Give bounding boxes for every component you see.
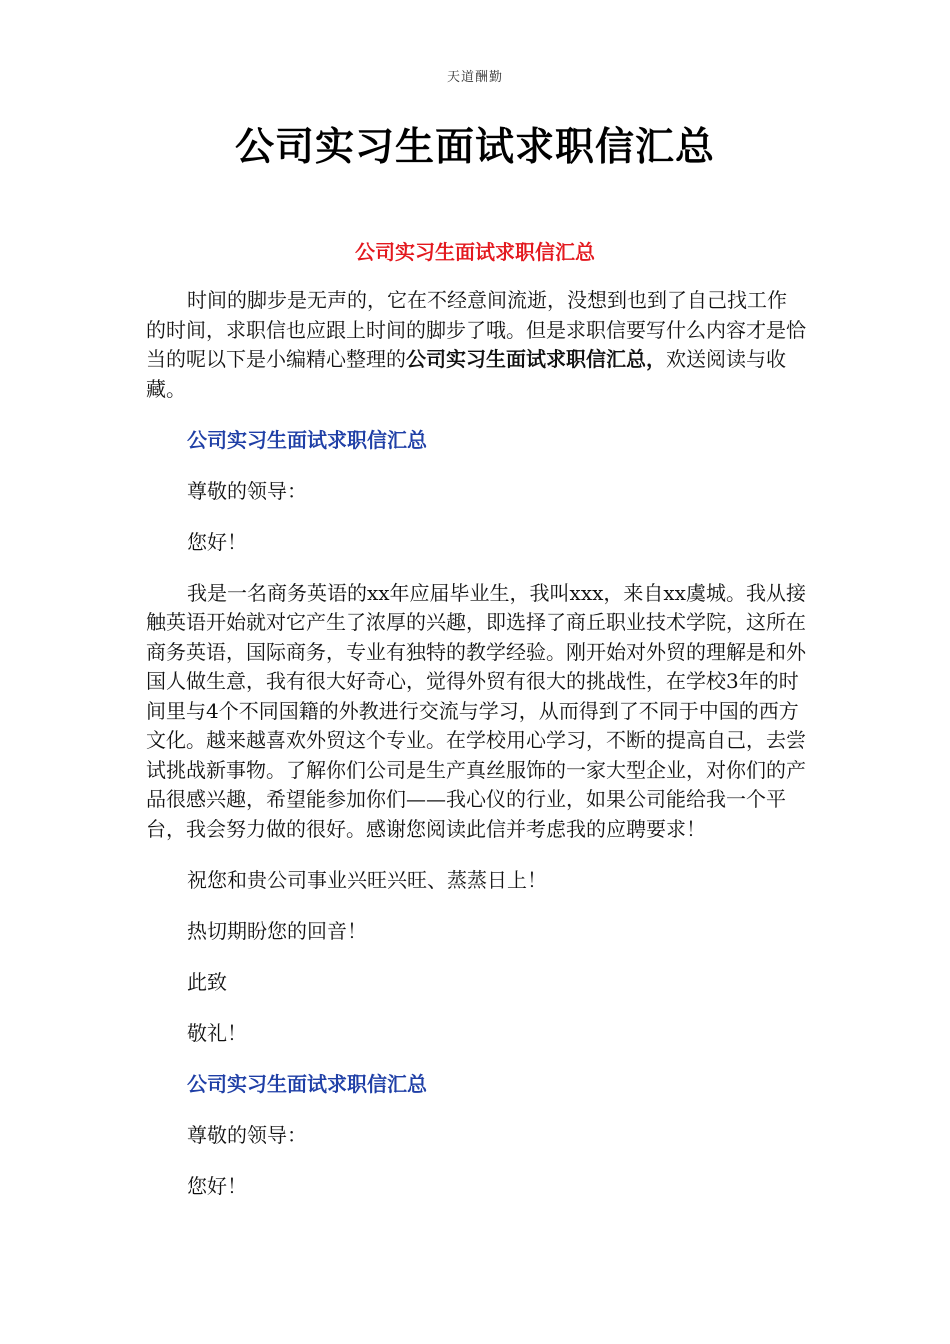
intro-text: 时间的脚步是无声的，它在不经意间流逝，没想到也到了自己找工作的时间，求职信也应跟上时间的脚步了哦。但是求职信要写什么内容才是恰当的呢以下是小编精心整理的 xyxy=(146,288,806,371)
letter1-greeting: 您好！ xyxy=(187,529,247,554)
letter1-wish: 祝您和贵公司事业兴旺兴旺、蒸蒸日上！ xyxy=(187,867,547,892)
page-title: 公司实习生面试求职信汇总 xyxy=(234,125,715,170)
letter1-title: 公司实习生面试求职信汇总 xyxy=(187,427,427,452)
intro-paragraph xyxy=(146,286,806,404)
intro-bold-text: 公司实习生面试求职信汇总， xyxy=(406,347,666,371)
letter2-greeting: 您好！ xyxy=(187,1173,247,1198)
letter1-closing: 此致 xyxy=(187,969,227,994)
article-heading: 公司实习生面试求职信汇总 xyxy=(355,240,595,264)
letter1-hope: 热切期盼您的回音！ xyxy=(187,918,367,943)
letter1-salutation: 尊敬的领导： xyxy=(187,478,307,503)
article-body xyxy=(146,286,806,1223)
intro-tail-text: 欢送阅读与收藏。 xyxy=(146,347,786,401)
page-header: 天道酬勤 xyxy=(446,70,503,85)
letter2-salutation: 尊敬的领导： xyxy=(187,1122,307,1147)
letter1-body: 我是一名商务英语的xx年应届毕业生，我叫xxx，来自xx虞城。我从接触英语开始就对它产生了浓厚的兴趣，即选择了商丘职业技术学院，这所在商务英语，国际商务，专业有独特的教学经验。刚开始对外贸的理解是和外国人做生意，我有很大好奇心，觉得外贸有很大的挑战性，在学校3年的时间里与4个不同国籍的外教进行交流与学习，从而得到了不同于中国的西方文化。越来越喜欢外贸这个专业。在学校用心学习，不断的提高自己，去尝试挑战新事物。了解你们公司是生产真丝服饰的一家大型企业，对你们的产品很感兴趣，希望能参加你们——我心仪的行业，如果公司能给我一个平台，我会努力做的很好。感谢您阅读此信并考虑我的应聘要求！ xyxy=(146,580,806,841)
letter1-regards: 敬礼！ xyxy=(187,1020,247,1045)
letter2-title: 公司实习生面试求职信汇总 xyxy=(187,1071,427,1096)
